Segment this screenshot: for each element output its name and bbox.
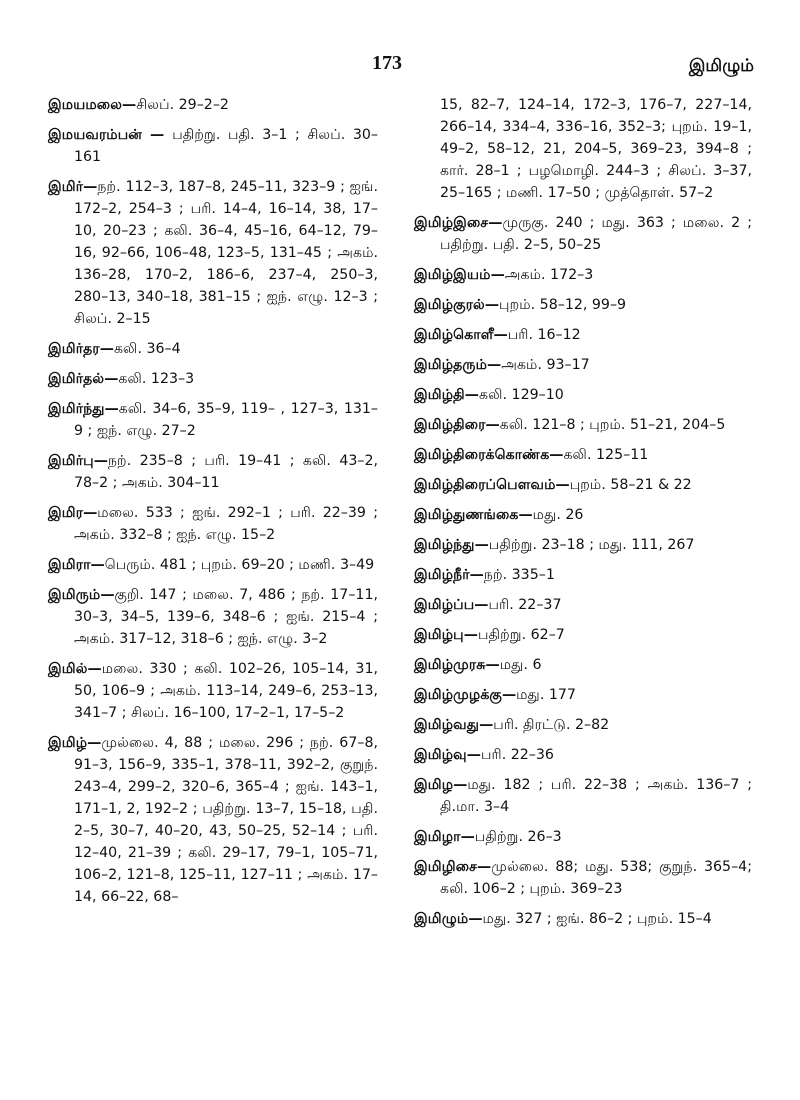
entry-references: மது. 26: [532, 507, 584, 523]
entry-references: பதிற்று. 26–3: [474, 829, 562, 845]
entry-body: [414, 324, 752, 346]
index-entry: [48, 94, 378, 116]
index-entry: [48, 450, 378, 494]
index-entry: [414, 534, 752, 556]
entry-headword: இமிழ்முரசு—: [414, 657, 500, 673]
entry-body: [414, 684, 752, 706]
entry-references: குறி. 147 ; மலை. 7, 486 ; நற். 17–11, 30–3, 34–5, 139–6, 348–6 ; ஐங். 215–4 ; அகம். 317–12, 318–6 ; ஐந். எழு. 3–2: [74, 587, 378, 647]
index-entry: [414, 856, 752, 900]
index-entry: [48, 338, 378, 360]
index-entry: [414, 744, 752, 766]
right-column: [414, 94, 752, 938]
index-entry: [48, 124, 378, 168]
entry-references: பதிற்று. பதி. 3–1 ; சிலப். 30–161: [74, 127, 378, 165]
entry-references: பரி. திரட்டு. 2–82: [493, 717, 610, 733]
entry-headword: இமிழ்கொளீ—: [414, 327, 508, 343]
entry-headword: இமிர்ந்து—: [48, 401, 119, 417]
entry-references: கலி. 123–3: [118, 371, 195, 387]
entry-body: [414, 774, 752, 818]
entry-references: கலி. 121–8 ; புறம். 51–21, 204–5: [499, 417, 726, 433]
entry-references: மலை. 330 ; கலி. 102–26, 105–14, 31, 50, 106–9 ; அகம். 113–14, 249–6, 253–13, 341–7 ; சிலப். 16–100, 17–2–1, 17–5–2: [74, 661, 378, 721]
index-entry: [48, 658, 378, 724]
index-entry: [48, 502, 378, 546]
entry-references: பரி. 16–12: [507, 327, 581, 343]
entry-references: புறம். 58–21 & 22: [569, 477, 692, 493]
entry-references: அகம். 93–17: [501, 357, 590, 373]
index-entry: [414, 594, 752, 616]
index-entry: [414, 294, 752, 316]
entry-body: [414, 624, 752, 646]
entry-headword: இமிழ்ந்து—: [414, 537, 489, 553]
entry-headword: இமிழ்துணங்கை—: [414, 507, 533, 523]
entry-headword: இமிழ்பு—: [414, 627, 478, 643]
index-entry: [414, 444, 752, 466]
entry-references: மது. 177: [516, 687, 576, 703]
entry-body: [48, 450, 378, 494]
entry-references: முல்லை. 88; மது. 538; குறுந். 365–4; கலி. 106–2 ; புறம். 369–23: [440, 859, 752, 897]
index-entry: [414, 264, 752, 286]
index-entry: [414, 714, 752, 736]
entry-headword: இமிழ்திரைக்கொண்க—: [414, 447, 564, 463]
entry-references: கலி. 34–6, 35–9, 119– , 127–3, 131–9 ; ஐந். எழு. 27–2: [74, 401, 378, 439]
entry-headword: இமயமலை—: [48, 97, 137, 113]
entry-headword: இமிழ்குரல்—: [414, 297, 500, 313]
left-column: [48, 94, 378, 916]
entry-references: நற். 112–3, 187–8, 245–11, 323–9 ; ஐங். 172–2, 254–3 ; பரி. 14–4, 16–14, 38, 17–10, 20–23 ; கலி. 36–4, 45–16, 64–12, 79–16, 92–66, 106–48, 123–5, 131–45 ; அகம். 136–28, 170–2, 186–6, 237–4, 250–3, 280–13, 340–18, 381–15 ; ஐந். எழு. 12–3 ; சிலப். 2–15: [74, 179, 378, 327]
entry-references: பரி. 22–37: [488, 597, 562, 613]
entry-body: [48, 94, 378, 116]
index-entry: [414, 908, 752, 930]
entry-references: பரி. 22–36: [480, 747, 554, 763]
entry-body: [48, 658, 378, 724]
index-entry: [414, 684, 752, 706]
entry-headword: இமிழ்நீர்—: [414, 567, 484, 583]
entry-references: அகம். 172–3: [504, 267, 594, 283]
entry-body: [48, 368, 378, 390]
entry-references: முல்லை. 4, 88 ; மலை. 296 ; நற். 67–8, 91–3, 156–9, 335–1, 378–11, 392–2, குறுந். 243–4, 299–2, 320–6, 365–4 ; ஐங். 143–1, 171–1, 2, 192–2 ; பதிற்று. 13–7, 15–18, பதி. 2–5, 30–7, 40–20, 43, 50–25, 52–14 ; பரி. 12–40, 21–39 ; கலி. 29–17, 79–1, 105–71, 106–2, 121–8, 125–11, 127–11 ; அகம். 17–14, 66–22, 68–: [74, 735, 378, 905]
entry-headword: இமிரும்—: [48, 587, 115, 603]
entry-headword: இமில்—: [48, 661, 102, 677]
index-entry: [48, 398, 378, 442]
entry-headword: இமிழ்—: [48, 735, 102, 751]
entry-references: மலை. 533 ; ஐங். 292–1 ; பரி. 22–39 ; அகம். 332–8 ; ஐந். எழு. 15–2: [74, 505, 378, 543]
entry-body: [414, 414, 752, 436]
entry-headword: இமிழ்முழக்கு—: [414, 687, 517, 703]
entry-references: மது. 327 ; ஐங். 86–2 ; புறம். 15–4: [482, 911, 712, 927]
index-entry: [414, 354, 752, 376]
entry-body: [48, 554, 378, 576]
index-entry: [414, 624, 752, 646]
entry-body: [414, 744, 752, 766]
index-entry: [48, 554, 378, 576]
entry-body: [414, 654, 752, 676]
index-entry: [414, 504, 752, 526]
entry-body: [414, 856, 752, 900]
entry-references: கலி. 36–4: [113, 341, 181, 357]
entry-body: [48, 338, 378, 360]
index-entry: [414, 474, 752, 496]
entry-body: [414, 212, 752, 256]
running-head: இமிழும்: [688, 56, 754, 76]
entry-headword: இமிழ்திரைப்பௌவம்—: [414, 477, 570, 493]
entry-body: [48, 502, 378, 546]
entry-body: [414, 444, 752, 466]
index-entry: [414, 774, 752, 818]
entry-headword: இமிழ்இயம்—: [414, 267, 505, 283]
entry-body: [414, 564, 752, 586]
entry-headword: இமிழ்திரை—: [414, 417, 500, 433]
entry-references: மது. 6: [499, 657, 542, 673]
entry-references: நற். 335–1: [483, 567, 555, 583]
entry-headword: இமிரா—: [48, 557, 105, 573]
entry-body: [414, 826, 752, 848]
entry-references: கலி. 125–11: [563, 447, 649, 463]
entry-headword: இமிர்பு—: [48, 453, 108, 469]
entry-body: [414, 264, 752, 286]
entry-body: [48, 584, 378, 650]
entry-body: [414, 714, 752, 736]
entry-headword: இமிர்தர—: [48, 341, 114, 357]
entry-references: மது. 182 ; பரி. 22–38 ; அகம். 136–7 ; தி.மா. 3–4: [440, 777, 752, 815]
entry-body: [414, 354, 752, 376]
entry-headword: இமிழா—: [414, 829, 475, 845]
entry-body: [48, 124, 378, 168]
entry-headword: இமிர—: [48, 505, 98, 521]
entry-references: முருகு. 240 ; மது. 363 ; மலை. 2 ; பதிற்று. பதி. 2–5, 50–25: [440, 215, 752, 253]
index-entry: [414, 212, 752, 256]
index-entry: [48, 176, 378, 330]
entry-body: [414, 908, 752, 930]
entry-body: [48, 176, 378, 330]
entry-body: [414, 294, 752, 316]
index-entry: [414, 384, 752, 406]
index-entry: [414, 654, 752, 676]
entry-headword: இமிழ்தி—: [414, 387, 479, 403]
entry-references: சிலப். 29–2–2: [136, 97, 229, 113]
entry-body: [414, 474, 752, 496]
entry-headword: இமிர்தல்—: [48, 371, 119, 387]
entry-headword: இமிழ்வு—: [414, 747, 481, 763]
index-entry: [414, 564, 752, 586]
entry-body: [414, 594, 752, 616]
entry-references: புறம். 58–12, 99–9: [499, 297, 627, 313]
entry-headword: இமிர்—: [48, 179, 98, 195]
entry-headword: இமிழ—: [414, 777, 468, 793]
index-entry: [414, 826, 752, 848]
entry-references: பதிற்று. 62–7: [477, 627, 565, 643]
entry-headword: இமிழ்தரும்—: [414, 357, 502, 373]
entry-references: பதிற்று. 23–18 ; மது. 111, 267: [488, 537, 695, 553]
entry-body: [414, 504, 752, 526]
index-entry: [48, 368, 378, 390]
index-entry: [414, 414, 752, 436]
entry-headword: இமிழ்இசை—: [414, 215, 503, 231]
entry-references: பெரும். 481 ; புறம். 69–20 ; மணி. 3–49: [104, 557, 375, 573]
index-entry: [48, 584, 378, 650]
entry-body: [414, 534, 752, 556]
entry-headword: இமிழ்வது—: [414, 717, 494, 733]
entry-references: கலி. 129–10: [479, 387, 564, 403]
entry-headword: இமிழ்ப்ப—: [414, 597, 489, 613]
entry-headword: இமிழும்—: [414, 911, 483, 927]
entry-headword: இமிழிசை—: [414, 859, 492, 875]
index-entry: [414, 324, 752, 346]
continuation-text: 15, 82–7, 124–14, 172–3, 176–7, 227–14, 266–14, 334–4, 336–16, 352–3; புறம். 19–1, 49–2, 58–12, 21, 204–5, 369–23, 394–8 ; கார். 28–1 ; பழமொழி. 244–3 ; சிலப். 3–37, 25–165 ; மணி. 17–50 ; முத்தொள். 57–2: [440, 97, 752, 201]
entry-references: நற். 235–8 ; பரி. 19–41 ; கலி. 43–2, 78–2 ; அகம். 304–11: [74, 453, 378, 491]
entry-body: [414, 384, 752, 406]
right-entries-list: [414, 212, 752, 930]
entry-body: [48, 398, 378, 442]
entry-body: [48, 732, 378, 908]
index-entry: [48, 732, 378, 908]
page-number: 173: [372, 52, 402, 74]
entry-headword: இமயவரம்பன் —: [48, 127, 173, 143]
